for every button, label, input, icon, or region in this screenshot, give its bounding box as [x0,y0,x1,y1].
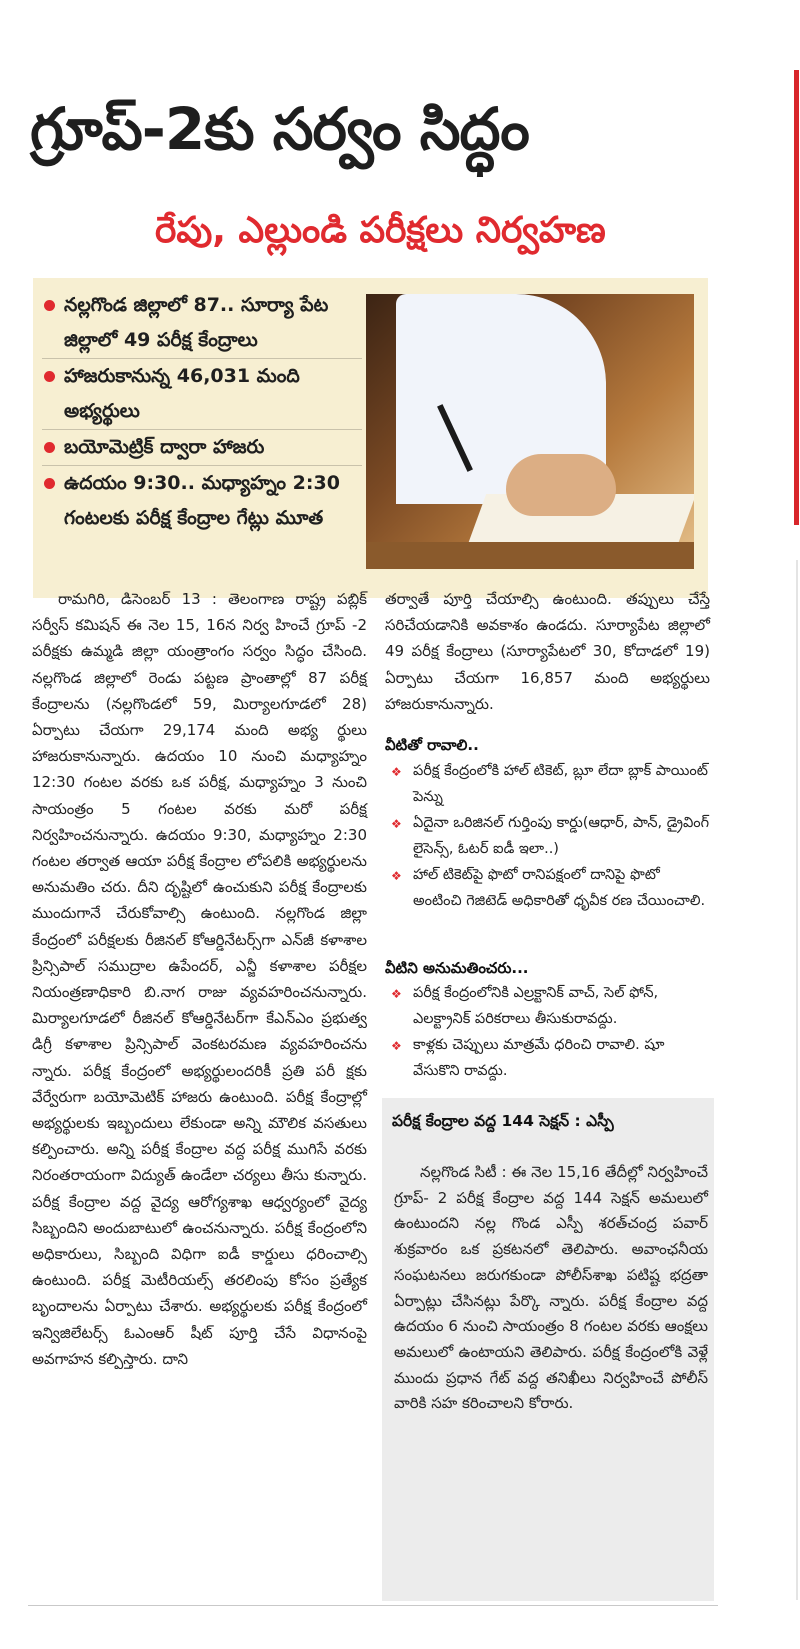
list-item-text: పరీక్ష కేంద్రంలోనికి ఎల్రక్టానిక్‌ వాచ్‌, సెల్‌ ఫోన్‌, ఎలక్ట్రానిక్‌ పరికరాలు తీసుకురావద్దు. [413,985,659,1027]
list-item [385,810,710,862]
diamond-icon: ❖ [391,1039,402,1053]
bring-list [385,758,710,914]
subheadline: రేపు, ఎల్లుండి పరీక్షలు నిర్వహణ [155,210,606,251]
accent-rule [794,70,799,525]
column-divider [796,560,798,1600]
highlight-bullet [42,359,362,430]
sidebox-title: పరీక్ష కేంద్రాల వద్ద 144 సెక్షన్‌ : ఎస్పీ [392,1112,614,1130]
diamond-icon: ❖ [391,817,402,831]
highlight-bullets [42,288,362,536]
highlight-bullet [42,430,362,466]
bullet-icon [44,478,55,489]
headline: గ్రూప్‌-2కు సర్వం సిద్ధం [30,95,529,163]
highlight-bullet [42,466,362,536]
photo-hand [506,454,616,516]
exam-photo [366,294,694,569]
article-body-right: తర్వాతే పూర్తి చేయాల్సి ఉంటుంది. తప్పులు చేస్తే సరిచేయడానికి అవకాశం ఉండదు. సూర్యాపేట జిల్లాలో 49 పరీక్ష కేంద్రాలు (సూర్యాపేటలో 30, కోదాడలో 19) ఏర్పాటు చేయగా 16,857 మంది అభ్యర్థులు హాజరుకానున్నారు. [385,590,710,713]
list-item [385,862,710,914]
list-item-text: కాళ్లకు చెప్పులు మాత్రమే ధరించి రావాలి. షూ వేసుకొని రావద్దు. [413,1037,665,1079]
list-item [385,758,710,810]
article-body-left: రామగిరి, డిసెంబర్‌ 13 : తెలంగాణ రాష్ట్ర పబ్లిక్‌ సర్వీస్‌ కమిషన్‌ ఈ నెల 15, 16న నిర్వ హించే గ్రూప్‌ -2 పరీక్షకు ఉమ్మడి జిల్లా యంత్రాంగం సర్వం సిద్ధం చేసింది. నల్లగొండ జిల్లాలో రెండు పట్టణ ప్రాంతాల్లో 87 పరీక్ష కేంద్రాలను (నల్లగొండలో 59, మిర్యాలగూడలో 28) ఏర్పాటు చేయగా 29,174 మంది అభ్య ర్థులు హాజరుకానున్నారు. ఉదయం 10 నుంచి మధ్యాహ్నం 12:30 గంటల వరకు ఒక పరీక్ష, మధ్యాహ్నం 3 నుంచి సాయంత్రం 5 గంటల వరకు మరో పరీక్ష నిర్వహించనున్నారు. ఉదయం 9:30, మధ్యాహ్నం 2:30 గంటల తర్వాత ఆయా పరీక్ష కేంద్రాల లోపలికి అభ్యర్థులను అనుమతిం చరు. దీని దృష్టిలో ఉంచుకుని పరీక్ష కేంద్రాలకు ముందుగానే చేరుకోవాల్సి ఉంటుంది. నల్లగొండ జిల్లా కేంద్రంలో పరీక్షలకు రీజినల్‌ కోఆర్డినేటర్స్‌గా ఎన్‌జీ కళాశాల ప్రిన్సిపాల్‌ సముద్రాల ఉపేందర్‌, ఎన్జీ కళాశాల పరీక్షల నియంత్రణాధికారి బి.నాగ రాజు వ్యవహరించనున్నారు. మిర్యాలగూడలో రీజినల్‌ కోఆర్డినేటర్‌గా కేఎన్‌ఎం ప్రభుత్వ డిగ్రీ కళాశాల ప్రిన్సిపాల్‌ వెంకటరమణ వ్యవహరించను న్నారు. పరీక్ష కేంద్రంలో అభ్యర్థులందరికీ ప్రతి పరీ క్షకు వేర్వేరుగా బయోమెటిక్‌ హాజరు ఉంటుంది. పరీక్ష కేంద్రాల్లో అభ్యర్థులకు ఇబ్బందులు లేకుండా అన్ని మౌలిక వసతులు కల్పించారు. అన్ని పరీక్ష కేంద్రాల వద్ద పరీక్ష ముగిసే వరకు నిరంతరాయంగా విద్యుత్‌ ఉండేలా చర్యలు తీసు కున్నారు. పరీక్ష కేంద్రాల వద్ద వైద్య ఆరోగ్యశాఖ ఆధ్వర్యంలో వైద్య సిబ్బందిని అందుబాటులో ఉంచనున్నారు. పరీక్ష కేంద్రంలోని అధికారులు, సిబ్బంది విధిగా ఐడీ కార్డులు ధరించాల్సి ఉంటుంది. పరీక్ష మెటీరియల్స్‌ తరలింపు కోసం ప్రత్యేక బృందాలను ఏర్పాటు చేశారు. అభ్యర్థులకు పరీక్ష కేంద్రంలో ఇన్విజిలేటర్స్‌ ఓఎంఆర్‌ షీట్‌ పూర్తి చేసే విధానంపై అవగాహన కల్పిస్తారు. దాని [32,590,367,1368]
list-item-text: ఏదైనా ఒరిజినల్‌ గుర్తింపు కార్డు(ఆధార్‌, పాన్‌, డ్రైవింగ్‌ లైసెన్స్‌, ఓటర్‌ ఐడీ ఇలా..) [413,815,710,857]
diamond-icon: ❖ [391,987,402,1001]
list-item-text: పరీక్ష కేంద్రంలోకి హాల్‌ టికెట్‌, బ్లూ లేదా బ్లాక్‌ పాయింట్‌ పెన్ను [413,763,708,805]
bullet-icon [44,300,55,311]
bullet-text: బయోమెట్రిక్‌ ద్వారా హాజరు [64,436,265,458]
bullet-text: ఉదయం 9:30.. మధ్యాహ్నం 2:30 గంటలకు పరీక్ష కేంద్రాల గేట్లు మూత [64,472,340,529]
bullet-icon [44,371,55,382]
diamond-icon: ❖ [391,869,402,883]
photo-desk [366,542,694,569]
list-item [385,1032,710,1084]
not-allowed-list [385,980,710,1084]
not-allowed-heading: వీటిని అనుమతించరు... [385,959,529,977]
bring-heading: వీటితో రావాలి.. [385,736,479,754]
highlight-bullet [42,288,362,359]
bullet-text: హాజరుకానున్న 46,031 మంది అభ్యర్థులు [64,365,300,422]
diamond-icon: ❖ [391,765,402,779]
list-item-text: హాల్‌ టికెట్‌పై ఫొటో రానిపక్షంలో దానిపై ఫొటో అంటించి గెజిటెడ్‌ అధికారితో ధృవీక రణ చేయించాలి. [413,867,706,909]
sidebox-body: నల్లగొండ సిటీ : ఈ నెల 15,16 తేదీల్లో నిర్వహించే గ్రూప్‌- 2 పరీక్ష కేంద్రాల వద్ద 144 సెక్షన్‌ అమలులో ఉంటుందని నల్ల గొండ ఎస్పీ శరత్‌చంద్ర పవార్‌ శుక్రవారం ఒక ప్రకటనలో తెలిపారు. అవాంఛనీయ సంఘటనలు జరుగకుండా పోలీస్‌శాఖ పటిష్ట భద్రతా ఏర్పాట్లు చేసినట్లు పేర్కొ న్నారు. పరీక్ష కేంద్రాల వద్ద ఉదయం 6 నుంచి సాయంత్రం 8 గంటల వరకు ఆంక్షలు అమలులో ఉంటాయని తెలిపారు. పరీక్ష కేంద్రంలోకి వెళ్లే ముందు ప్రధాన గేట్‌ వద్ద తనిఖీలు నిర్వహించే పోలీస్‌ వారికి సహ కరించాలని కోరారు. [394,1163,708,1413]
list-item [385,980,710,1032]
bullet-icon [44,442,55,453]
bullet-text: నల్లగొండ జిల్లాలో 87.. సూర్యా పేట జిల్లాలో 49 పరీక్ష కేంద్రాలు [64,294,329,351]
footer-rule [28,1605,718,1606]
